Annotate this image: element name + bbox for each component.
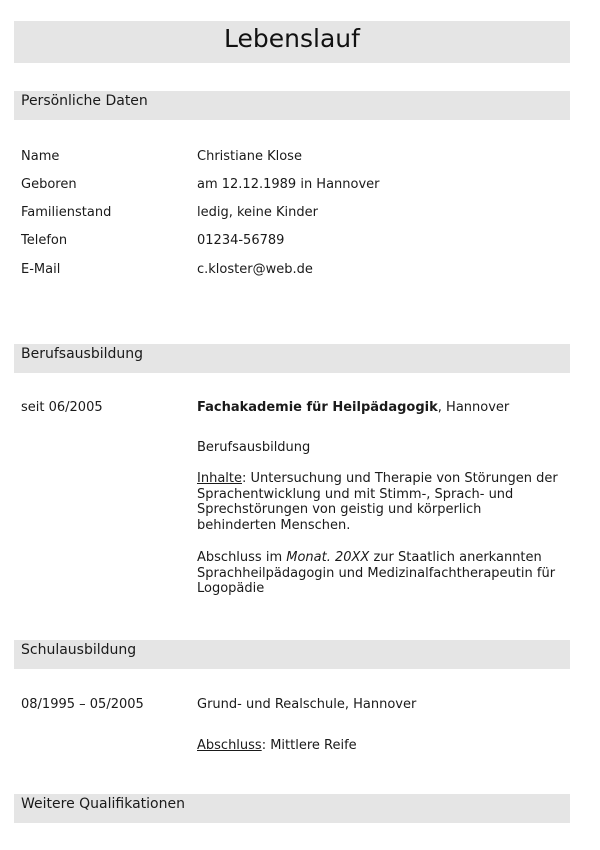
personal-value-email: c.kloster@web.de [197,262,313,277]
vocational-date: seit 06/2005 [21,400,103,415]
school-name: Grund- und Realschule, Hannover [197,697,417,712]
school-degree-value: : Mittlere Reife [261,738,357,753]
personal-value-marital-status: ledig, keine Kinder [197,205,319,220]
vocational-contents-label: Inhalte [197,471,242,486]
personal-label-email: E-Mail [21,262,61,277]
personal-value-born: am 12.12.1989 in Hannover [197,177,380,192]
section-heading-vocational: Berufsausbildung [14,344,570,373]
school-degree [197,738,559,754]
personal-label-name: Name [21,149,60,164]
vocational-type: Berufsausbildung [197,440,311,455]
section-heading-personal: Persönliche Daten [14,91,570,120]
section-heading-school: Schulausbildung [14,640,570,669]
personal-value-name: Christiane Klose [197,149,302,164]
document-title-bar [14,21,570,63]
personal-label-born: Geboren [21,177,77,192]
vocational-degree-month: Monat. 20XX [286,550,370,565]
vocational-contents-text: : Untersuchung und Therapie von Störungen der Sprachentwicklung und mit Stimm-, Sprach- und Sprechstörungen von geistig und körperlich behinderten Menschen. [197,471,558,533]
school-date: 08/1995 – 05/2005 [21,697,144,712]
vocational-degree-prefix: Abschluss im [197,550,287,565]
vocational-institution-city: , Hannover [437,400,510,415]
personal-label-phone: Telefon [21,233,68,248]
section-heading-further: Weitere Qualifikationen [14,794,570,823]
document-title: Lebenslauf [224,24,360,53]
personal-label-marital-status: Familienstand [21,205,112,220]
vocational-institution: Fachakademie für Heilpädagogik [197,400,438,415]
vocational-institution-line [197,400,569,415]
vocational-degree [197,550,559,597]
vocational-degree-text: zur Staatlich anerkannten Sprachheilpädagogin und Medizinalfachtherapeutin für Logopädie [197,550,556,596]
school-degree-label: Abschluss [197,738,262,753]
vocational-contents [197,471,559,533]
personal-value-phone: 01234-56789 [197,233,285,248]
